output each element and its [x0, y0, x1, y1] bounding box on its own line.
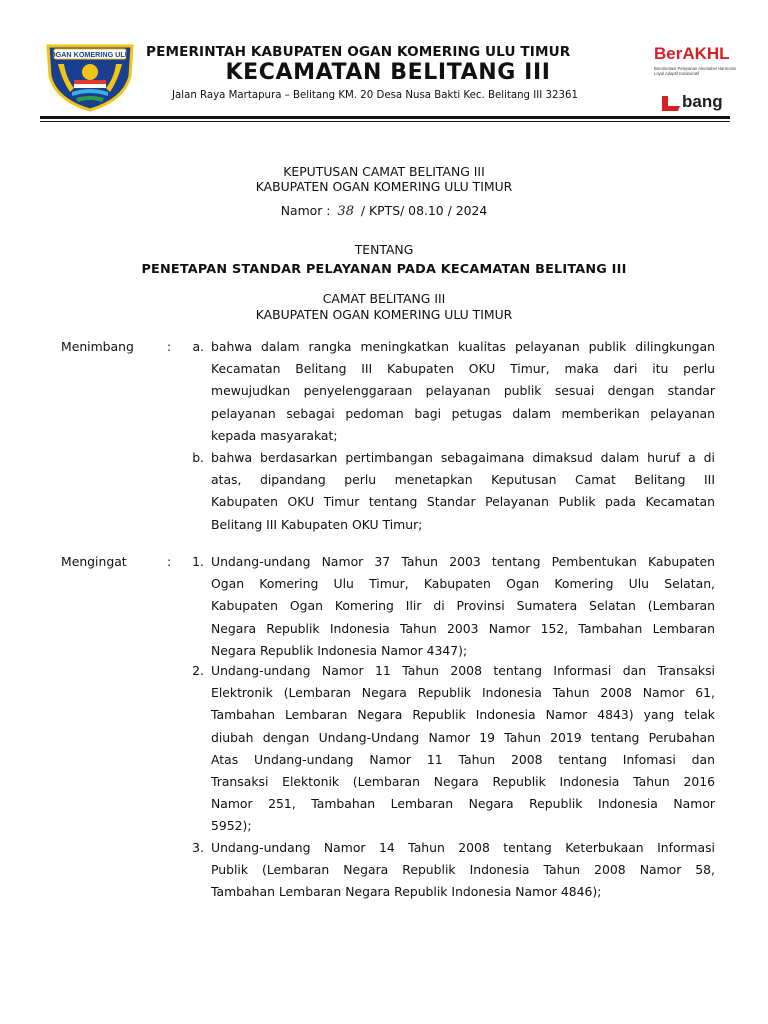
mengingat-marker-3: 3.: [192, 840, 204, 855]
paragraph-line: mewujudkan penyelenggaraan pelayanan publik sesuai dengan standar: [211, 383, 715, 399]
header-government-name: PEMERINTAH KABUPATEN OGAN KOMERING ULU TIMUR: [146, 44, 571, 60]
paragraph-line: Kecamatan Belitang III Kabupaten OKU Timur, maka dari itu perlu: [211, 361, 715, 377]
mengingat-colon: :: [167, 554, 172, 569]
paragraph-line: Namor 251, Tambahan Lembaran Negara Republik Indonesia Namor: [211, 796, 715, 812]
paragraph-line: Negara Republik Indonesia Tahun 2003 Namor 152, Tambahan Lembaran: [211, 620, 715, 636]
paragraph-line: Undang-undang Namor 14 Tahun 2008 tentang Keterbukaan Informasi: [211, 840, 715, 855]
menimbang-label: Menimbang: [61, 339, 134, 354]
header-address: Jalan Raya Martapura – Belitang KM. 20 Desa Nusa Bakti Kec. Belitang III 32361: [172, 90, 578, 101]
menimbang-item-a: [211, 336, 715, 447]
paragraph-line: Tambahan Lembaran Negara Republik Indonesia Namor 4843) yang telak: [211, 707, 715, 723]
official-line1: CAMAT BELITANG III: [322, 291, 446, 306]
menimbang-colon: :: [167, 339, 172, 354]
bangga-melayani-mark-icon: [660, 94, 682, 112]
paragraph-line: Publik (Lembaran Negara Republik Indonesia Tahun 2008 Namor 58,: [211, 862, 715, 878]
decree-number: [0, 203, 768, 219]
logo-banner-text: OGAN KOMERING ULU: [50, 50, 130, 59]
paragraph-line: pelayanan sebagai pedoman bagi petugas dalam memberikan pelayanan: [211, 405, 715, 421]
paragraph-line: Transaksi Elektonik (Lembaran Negara Republik Indonesia Tahun 2016: [211, 774, 715, 790]
decree-number-prefix: Namor :: [280, 203, 331, 218]
berakhlak-logo: [652, 44, 738, 116]
paragraph-line: Undang-undang Namor 11 Tahun 2008 tentang Informasi dan Transaksi: [211, 663, 715, 678]
paragraph-line: Belitang III Kabupaten OKU Timur;: [211, 516, 423, 532]
mengingat-item-3: [211, 837, 715, 904]
brand-tagline: Berorientasi Pelayanan Akuntabel Harmonis Loyal Adaptif Kolaboratif: [654, 66, 736, 77]
paragraph-line: Elektronik (Lembaran Negara Republik Indonesia Tahun 2008 Namor 61,: [211, 685, 715, 701]
mengingat-marker-2: 2.: [192, 663, 204, 678]
official-line2: KABUPATEN OGAN KOMERING ULU TIMUR: [255, 307, 513, 322]
paragraph-line: Undang-undang Namor 37 Tahun 2003 tentang Pembentukan Kabupaten: [211, 554, 715, 569]
tentang-heading: TENTANG: [354, 242, 414, 257]
header-district-name: KECAMATAN BELITANG III: [225, 60, 551, 85]
brand-title: BerAKHL: [654, 44, 730, 63]
menimbang-marker-a: a.: [192, 339, 204, 354]
mengingat-item-2: [211, 660, 715, 838]
letterhead-rule-thick: [40, 116, 730, 119]
decree-number-handwritten: 38: [337, 204, 354, 219]
letterhead-rule-thin: [40, 121, 730, 122]
decree-title-line2: KABUPATEN OGAN KOMERING ULU TIMUR: [255, 179, 513, 194]
mengingat-item-1: [211, 551, 715, 662]
paragraph-line: Atas Undang-undang Namor 11 Tahun 2008 tentang Infomasi dan: [211, 751, 715, 767]
paragraph-line: bahwa dalam rangka meningkatkan kualitas pelayanan publik dilingkungan: [211, 339, 715, 354]
paragraph-line: Tambahan Lembaran Negara Republik Indonesia Namor 4846);: [211, 884, 602, 900]
mengingat-marker-1: 1.: [192, 554, 204, 569]
paragraph-line: atas, dipandang perlu menetapkan Keputusan Camat Belitang III: [211, 472, 715, 488]
paragraph-line: Ogan Komering Ulu Timur, Kabupaten Ogan Komering Ulu Selatan,: [211, 576, 715, 592]
paragraph-line: Negara Republik Indonesia Namor 4347);: [211, 642, 468, 658]
decree-number-suffix: / KPTS/ 08.10 / 2024: [360, 203, 488, 218]
menimbang-marker-b: b.: [192, 450, 204, 465]
paragraph-line: Kabupaten Ogan Komering Ilir di Provinsi Sumatera Selatan (Lembaran: [211, 598, 715, 614]
decree-title-line1: KEPUTUSAN CAMAT BELITANG III: [283, 164, 485, 179]
regency-emblem-icon: [44, 40, 136, 112]
paragraph-line: diubah dengan Undang-Undang Namor 19 Tahun 2019 tentang Perubahan: [211, 729, 715, 745]
paragraph-line: 5952);: [211, 818, 252, 834]
paragraph-line: kepada masyarakat;: [211, 427, 338, 443]
brand-word: bang: [682, 92, 723, 111]
decree-subject: PENETAPAN STANDAR PELAYANAN PADA KECAMATAN BELITANG III: [141, 262, 627, 277]
menimbang-item-b: [211, 447, 715, 536]
paragraph-line: Kabupaten OKU Timur tentang Standar Pelayanan Publik pada Kecamatan: [211, 494, 715, 510]
paragraph-line: bahwa berdasarkan pertimbangan sebagaimana dimaksud dalam huruf a di: [211, 450, 715, 465]
mengingat-label: Mengingat: [61, 554, 127, 569]
